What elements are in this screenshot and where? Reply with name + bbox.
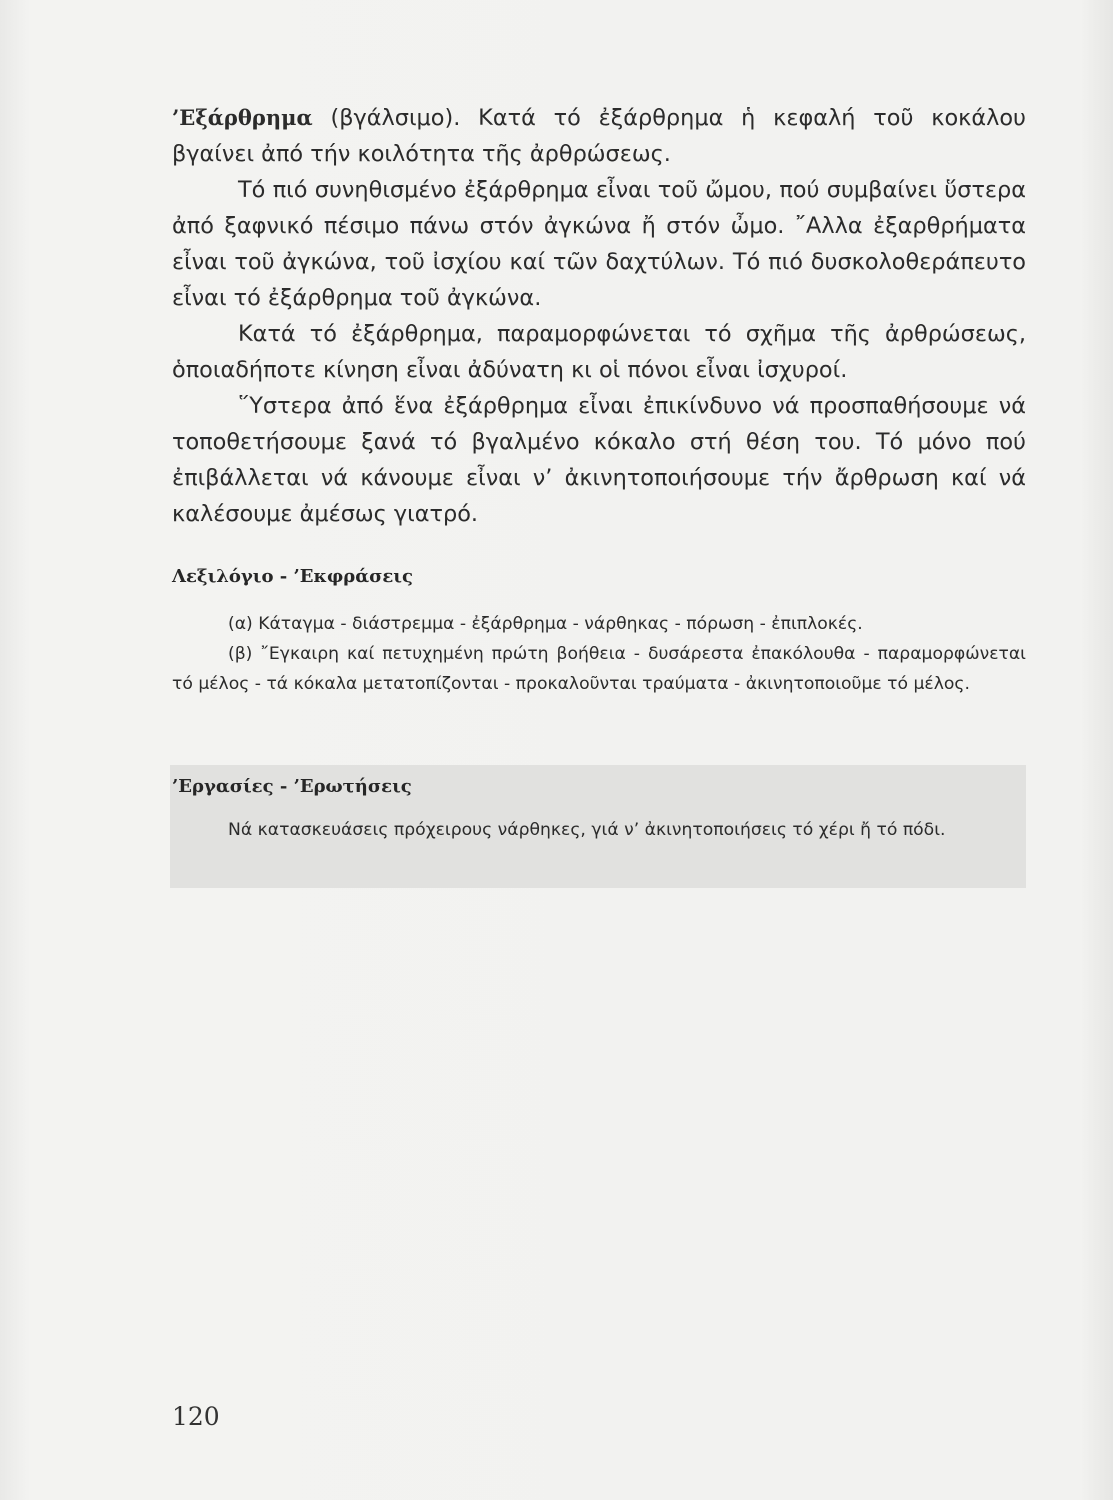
vocabulary-line-a: (α) Κάταγμα - διάστρεμμα - ἐξάρθρημα - νάρθηκας - πόρωση - ἐπιπλοκές. [228,614,863,634]
term-dislocation: ’Εξάρθρημα [172,105,313,130]
paragraph-common-dislocations: Τό πιό συνηθισμένο ἐξάρθρημα εἶναι τοῦ ὤμου, πού συμβαίνει ὕστερα ἀπό ξαφνικό πέσιμο πάνω στόν ἀγκώνα ἤ στόν ὦμο. ῎Αλλα ἐξαρθρήματα εἶναι τοῦ ἀγκώνα, τοῦ ἰσχίου καί τῶν δαχτύλων. Τό πιό δυσκολοθεράπευτο εἶναι τό ἐξάρθρημα τοῦ ἀγκώνα. [172,177,1026,311]
vocabulary-heading: Λεξιλόγιο - ’Εκφράσεις [172,566,413,587]
paragraph-first-aid: ῞Υστερα ἀπό ἕνα ἐξάρθρημα εἶναι ἐπικίνδυνο νά προσπαθήσουμε νά τοποθετήσουμε ξανά τό βγαλμένο κόκαλο στή θέση του. Τό μόνο πού ἐπιβάλλεται νά κάνουμε εἶναι ν’ ἀκινητοποιήσουμε τήν ἄρθρωση καί νά καλέσουμε ἀμέσως γιατρό. [172,393,1026,527]
page-number: 120 [172,1402,220,1431]
vocabulary-line-b: (β) ῎Εγκαιρη καί πετυχημένη πρώτη βοήθεια - δυσάρεστα ἐπακόλουθα - παραμορφώνεται τό μέλος - τά κόκαλα μετατοπίζονται - προκαλοῦνται τραύματα - ἀκινητοποιοῦμε τό μέλος. [172,644,1026,694]
tasks-text: Νά κατασκευάσεις πρόχειρους νάρθηκες, γιά ν’ ἀκινητοποιήσεις τό χέρι ἤ τό πόδι. [228,820,946,840]
tasks-heading: ’Εργασίες - ’Ερωτήσεις [172,776,412,797]
paragraph-dislocation-definition [172,100,1026,172]
paragraph-symptoms: Κατά τό ἐξάρθρημα, παραμορφώνεται τό σχῆμα τῆς ἀρθρώσεως, ὁποιαδήποτε κίνηση εἶναι ἀδύνατη κι οἱ πόνοι εἶναι ἰσχυροί. [172,321,1026,383]
definition-text: (βγάλσιμο). Κατά τό ἐξάρθρημα ἡ κεφαλή τοῦ κοκάλου βγαίνει ἀπό τήν κοιλότητα τῆς ἀρθρώσεως. [172,105,1026,167]
